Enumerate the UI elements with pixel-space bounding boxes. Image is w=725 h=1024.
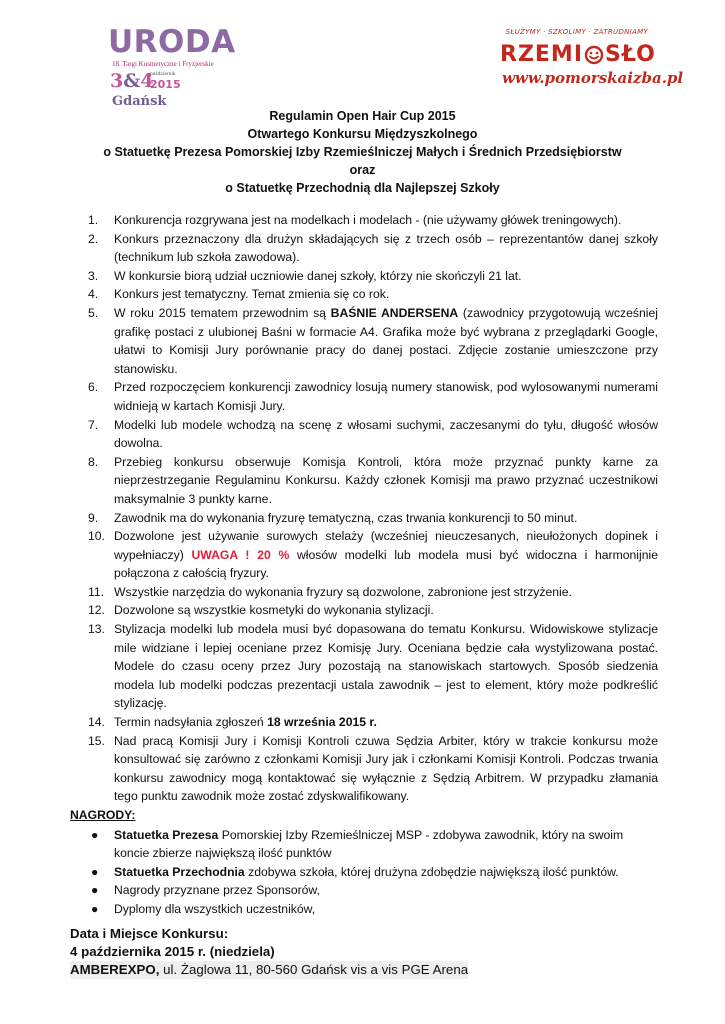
rzemioslo-wordmark	[488, 42, 658, 67]
theme-name: BAŚNIE ANDERSENA	[330, 305, 459, 320]
rzemioslo-url[interactable]: www.pomorskaizba.pl	[502, 69, 684, 87]
uroda-logo-subtitle: 18. Targi Kosmetyczne i Fryzjerskie	[112, 60, 214, 68]
rzemioslo-logo	[488, 28, 684, 106]
rzemioslo-tagline: SŁUŻYMY · SZKOLIMY · ZATRUDNIAMY	[505, 28, 648, 36]
event-date: 4 października 2015 r. (niedziela)	[70, 944, 275, 959]
rule-item: 6. Przed rozpoczęciem konkurencji zawodnicy losują numery stanowisk, pod wylosowanymi numerami widnieją w kartach Komisji Jury.	[88, 380, 658, 413]
rule-item: 1. Konkurencja rozgrywana jest na modelkach i modelach - (nie używamy główek treningowych).	[88, 213, 622, 227]
bullet-icon: ●	[91, 828, 99, 842]
bullet-icon: ●	[91, 901, 99, 916]
rule-item: 10. Dozwolone jest używanie surowych stelaży (wcześniej nieuczesanych, nieułożonych dopinek i wypełniaczy) UWAGA ! 20 % włosów modelki lub modela musi być widoczna i harmonijnie połączona z całością fryzury.	[88, 529, 658, 581]
uroda-logo-word: URODA	[108, 24, 236, 60]
rule-item: 8. Przebieg konkursu obserwuje Komisja Kontroli, która może przyznać punkty karne za nieprzestrzeganie Regulaminu Konkursu. Każdy członek Komisji ma prawo przyznać uczestnikowi maksymalnie 3 punkty karne.	[88, 454, 658, 506]
rule-item: 15. Nad pracą Komisji Jury i Komisji Kontroli czuwa Sędzia Arbiter, który w trakcie konkursu może konsultować się zarówno z członkami Komisji Jury jak i członkami Komisji Kontroli. Podczas trwania konkursu zawodnicy mogą kontaktować się wyłącznie z Sędzią Arbitrem. W przypadku złamania tego punktu zawodnik może zostać zdyskwalifikowany.	[88, 733, 658, 804]
title-line: o Statuetkę Prezesa Pomorskiej Izby Rzemieślniczej Małych i Średnich Przedsiębiorstw	[103, 145, 622, 159]
venue-heading: Data i Miejsce Konkursu:	[70, 926, 229, 941]
prize-item: ● Nagrody przyznane przez Sponsorów,	[88, 881, 658, 899]
uroda-logo-year: 2015	[150, 78, 181, 91]
rule-item: 3. W konkursie biorą udział uczniowie danej szkoły, którzy nie skończyli 21 lat.	[88, 268, 522, 283]
title-line: Otwartego Konkursu Międzyszkolnego	[247, 127, 478, 141]
venue-block	[70, 925, 468, 979]
rule-item: 11. Wszystkie narzędzia do wykonania fryzury są dozwolone, zabronione jest strzyżenie.	[88, 584, 572, 599]
bullet-icon: ●	[91, 864, 99, 879]
rzemioslo-name-right: SŁO	[605, 42, 656, 67]
uroda-logo-days: 3&4	[110, 70, 154, 92]
prize-item: ● Statuetka Przechodnia zdobywa szkoła, której drużyna zdobędzie największą ilość punktów.	[88, 863, 658, 881]
event-place: AMBEREXPO, ul. Żaglowa 11, 80-560 Gdańsk vis a vis PGE Arena	[70, 962, 469, 977]
rule-item: 7. Modelki lub modele wchodzą na scenę z włosami suchymi, zaczesanymi do tyłu, długość włosów dowolna.	[88, 417, 658, 451]
title-line: oraz	[349, 163, 376, 177]
rule-item: 2. Konkurs przeznaczony dla drużyn składających się z trzech osób – reprezentantów danej szkoły (technikum lub szkoła zawodowa).	[88, 231, 658, 265]
rule-item: 13. Stylizacja modelki lub modela musi być dopasowana do tematu Konkursu. Widowiskowe stylizacje mile widziane i lepiej oceniane przez Komisję Jury. Oceniana będzie cała wystylizowana postać. Modele do czasu oceny przez Jury pozostają na stanowiskach startowych. Sposób siedzenia modela lub modelki podczas prezentacji ustala zawodnik – jest to element, który może podkreślić stylizację.	[88, 622, 658, 711]
prize-item: ● Dyplomy dla wszystkich uczestników,	[88, 900, 658, 918]
rules-list	[88, 211, 658, 806]
prizes-heading: NAGRODY:	[70, 808, 136, 822]
rule-item: 9. Zawodnik ma do wykonania fryzurę tematyczną, czas trwania konkurencji to 50 minut.	[88, 510, 578, 525]
prize-item: ● Statuetka Prezesa Pomorskiej Izby Rzemieślniczej MSP - zdobywa zawodnik, który na swoim koncie zbierze największą ilość punktów	[91, 828, 624, 861]
rule-item: 12. Dozwolone są wszystkie kosmetyki do wykonania stylizacji.	[88, 603, 434, 618]
deadline-date: 18 września 2015 r.	[267, 715, 377, 730]
title-line: o Statuetkę Przechodnią dla Najlepszej Szkoły	[225, 181, 500, 195]
rule-item: 5. W roku 2015 tematem przewodnim są BAŚNIE ANDERSENA (zawodnicy przygotowują wcześniej grafikę postaci z ulubionej Baśni w formacie A4. Grafika może być wybrana z przeglądarki Google, ułatwi to Komisji Jury porównanie pracy do danej postaci. Zdjęcie zostanie umieszczone przy stanowisku.	[88, 305, 658, 376]
smiley-face-icon	[584, 45, 604, 65]
prizes-list	[88, 826, 658, 918]
rzemioslo-name-left: RZEMI	[500, 42, 583, 67]
uroda-logo-dates	[108, 70, 228, 92]
warning-text: UWAGA ! 20 %	[191, 547, 290, 562]
rule-item: 4. Konkurs jest tematyczny. Temat zmienia się co rok.	[88, 287, 390, 302]
uroda-fair-logo	[108, 24, 236, 116]
uroda-logo-month: październik	[150, 71, 176, 77]
bullet-icon: ●	[91, 883, 99, 898]
rule-item: 14. Termin nadsyłania zgłoszeń 18 września 2015 r.	[88, 715, 377, 730]
document-title	[60, 107, 665, 197]
uroda-logo-city: Gdańsk	[112, 94, 167, 109]
title-line: Regulamin Open Hair Cup 2015	[269, 109, 456, 123]
